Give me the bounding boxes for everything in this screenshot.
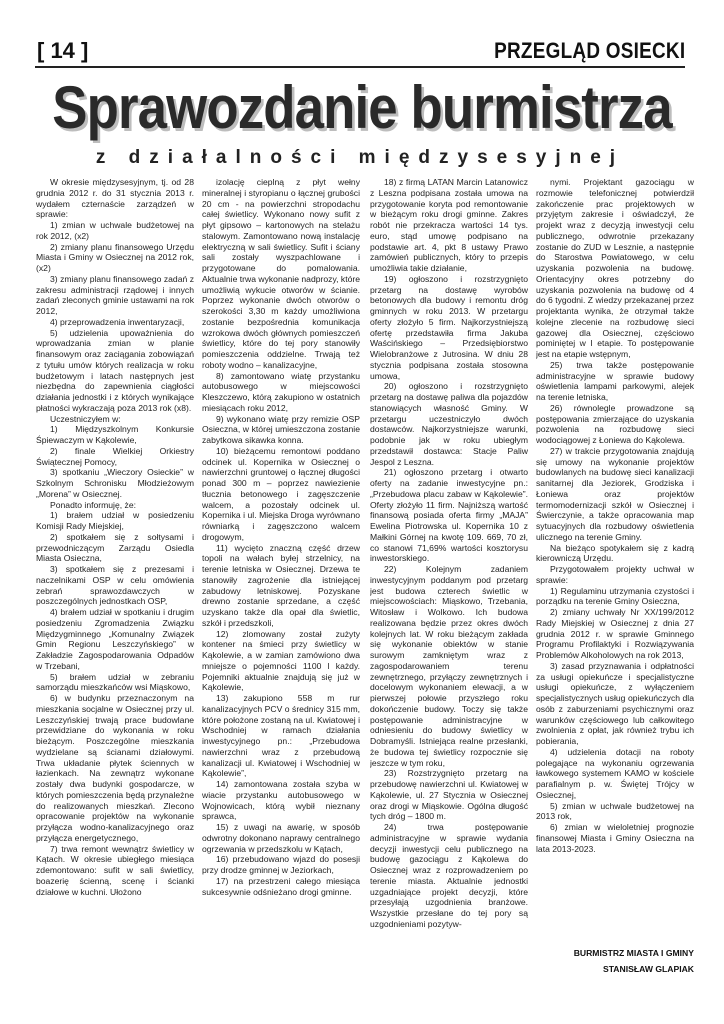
paragraph: 18) z firmą LATAN Marcin Latanowicz z Leszna podpisana została umowa na przygotowanie koryta pod remontowanie w bieżącym roku drogi gminne. Zakres robót nie przekracza wartości 14 tys. euro, stąd umowę podpisano na podstawie art. 4, pkt 8 ustawy Prawo zamówień publicznych, który to przepis umożliwia takie działanie, [370, 177, 528, 273]
paragraph: Na bieżąco spotykałem się z kadrą kierowniczą Urzędu. [536, 542, 694, 564]
paragraph: 1) Regulaminu utrzymania czystości i porządku na terenie Gminy Osieczna, [536, 585, 694, 607]
paragraph: 16) przebudowano wjazd do posesji przy drodze gminnej w Jeziorkach, [202, 854, 360, 875]
paragraph: 5) udzielenia upoważnienia do wprowadzania zmian w planie finansowym oraz zaciągania zobowiązań z tytułu umów których realizacja w roku budżetowym i latach następnych jest niezbędna do zapewnienia ciągłości działania jednostki i z których wynikające płatności wykraczają poza 2013 rok (x8). [36, 327, 194, 413]
paragraph: izolację cieplną z płyt wełny mineralnej i styropianu o łącznej grubości 20 cm - na powierzchni stropodachu całej świetlicy. Wykonano nowy sufit z płyt gipsowo – kartonowych na stelażu stalowym. Zamontowano nową instalację elektryczną w sali świetlicy. Sufit i ściany sali zostały wyszpachlowane i przygotowane do pomalowania. Aktualnie trwa wykonanie nadprozy, które umożliwią wykucie otworów w ścianie. Poprzez wykonanie dwóch otworów o szerokości 3,30 m każdy umożliwiona zostanie bezpośrednia komunikacja wzrokowa dwóch głównych pomieszczeń świetlicy, które do tej pory stanowiły pomieszczenia oddzielne. Trwają też roboty wodno – kanalizacyjne, [202, 177, 360, 370]
paragraph: 19) ogłoszono i rozstrzygnięto przetarg na dostawę wyrobów betonowych dla budowy i remontu dróg gminnych w roku 2013. W przetargu oferty złożyło 5 firm. Najkorzystniejszą ofertę przedstawiła firma Jakuba Waścińskiego – Przedsiębiorstwo Wielobranżowe z Jutrosina. W dniu 28 stycznia podpisana została stosowna umowa, [370, 273, 528, 381]
signature-title: BURMISTRZ MIASTA I GMINY [573, 948, 694, 958]
paragraph: 17) na przestrzeni całego miesiąca sukcesywnie odśnieżano drogi gminne. [202, 875, 360, 897]
page-number: [ 14 ] [37, 38, 89, 63]
paragraph: 5) brałem udział w zebraniu samorządu mieszkańców wsi Miąskowo, [36, 671, 194, 693]
paragraph: 22) Kolejnym zadaniem inwestycyjnym poddanym pod przetarg jest budowa czterech świetlic w miejscowościach: Miąskowo, Trzebania, Witosław i Wolkowo. Ich budowa realizowana będzie przez okres dwóch kolejnych lat. W roku bieżącym zakłada się wykonanie obiektów w stanie surowym zamkniętym wraz z zagospodarowaniem terenu zewnętrznego, przyłączy zewnętrznych i docelowym wykonaniem elewacji, a w pierwszej połowie przyszłego roku dokończenie budowy. Toczy się także postępowanie administracyjne w odniesieniu do budowy świetlicy w Dobramyśli. Istniejąca realne przesłanki, że budowa tej świetlicy rozpocznie się jeszcze w tym roku, [370, 564, 528, 768]
paragraph: 26) równolegle prowadzone są postępowania zmierzające do uzyskania pozwolenia na rozbudowę sieci wodociągowej z Łoniewa do Kąkolewa. [536, 402, 694, 445]
paragraph: Przygotowałem projekty uchwał w sprawie: [536, 564, 694, 585]
publication-title: PRZEGLĄD OSIECKI [493, 38, 685, 63]
paragraph: 8) zamontowano wiatę przystanku autobusowego w miejscowości Kleszczewo, którą zakupiono w ostatnich miesiącach roku 2012, [202, 370, 360, 413]
paragraph: 9) wykonano wiatę przy remizie OSP Osieczna, w której umieszczona zostanie zabytkowa sikawka konna. [202, 413, 360, 445]
text-column-3 [370, 177, 528, 977]
paragraph: W okresie międzysesyjnym, tj. od 28 grudnia 2012 r. do 31 stycznia 2013 r. wydałem czternaście zarządzeń w sprawie: [36, 177, 194, 220]
paragraph: 20) ogłoszono i rozstrzygnięto przetarg na dostawę paliwa dla pojazdów stanowiących własność Gminy. W przetargu uczestniczyło dwóch dostawców. Najkorzystniejsze warunki, podobnie jak w roku ubiegłym przedstawił dostawca: Stacje Paliw Jespol z Leszna. [370, 381, 528, 467]
paragraph: Ponadto informuję, że: [50, 499, 136, 510]
paragraph: 3) spotkałem się z prezesami i naczelnikami OSP w celu omówienia zebrań sprawozdawczych w poszczególnych jednostkach OSP, [36, 564, 194, 607]
paragraph: 2) zmiany uchwały Nr XX/199/2012 Rady Miejskiej w Osiecznej z dnia 27 grudnia 2012 r. w sprawie Gminnego Programu Profilaktyki i Rozwiązywania Problemów Alkoholowych na rok 2013, [536, 607, 694, 660]
paragraph: 4) brałem udział w spotkaniu i drugim posiedzeniu Zgromadzenia Związku Międzygminnego „Komunalny Związek Gmin Regionu Leszczyńskiego” w Zakładzie Zagospodarowania Odpadów w Trzebani, [36, 607, 194, 671]
header-rule [35, 66, 685, 68]
page-header [35, 38, 685, 64]
paragraph: 21) ogłoszono przetarg i otwarto oferty na zadanie inwestycyjne pn.: „Przebudowa placu zabaw w Kąkolewie”. Oferty złożyło 11 firm. Najniższą wartość finansową posiada oferta firmy „MAJA” Ewelina Piotrowska ul. Kopernika 10 z Małkini Górnej na kwotę 109. 669, 70 zł, co stanowi 71,69% wartości kosztorysu inwestorskiego. [370, 467, 528, 564]
paragraph: 6) zmian w wieloletniej prognozie finansowej Miasta i Gminy Osieczna na lata 2013-2023. [536, 822, 694, 854]
paragraph: 11) wycięto znaczną część drzew topoli na wałach byłej strzelnicy, na terenie letniska w Osiecznej. Drzewa te stanowiły zagrożenie dla istniejącej zabudowy letniskowej. Pozyskane drewno zostanie sprzedane, a część uzyskano także dla opał dla świetlic, szkół i przedszkoli, [202, 542, 360, 628]
paragraph: 4) przeprowadzenia inwentaryzacji, [50, 316, 185, 327]
signature-name: STANISŁAW GLAPIAK [602, 964, 694, 974]
paragraph: 10) bieżącemu remontowi poddano odcinek ul. Kopernika w Osiecznej o nawierzchni gruntowej o łącznej długości ponad 300 m – poprzez nawiezienie tłucznia betonowego i zagęszczenie walcem, a pozostały odcinek ul. Kopernika i ul. Miejska Droga wyrównano równiarką i zagęszczono walcem drogowym, [202, 445, 360, 542]
article-subtitle: z działalności międzysesyjnej [95, 147, 625, 168]
paragraph: 1) zmian w uchwale budżetowej na rok 2012, (x2) [36, 220, 194, 241]
paragraph: 27) w trakcie przygotowania znajdują się umowy na wykonanie projektów budowlanych na budowę sieci kanalizacji sanitarnej dla Jeziorek, Grodziska i Łoniewa oraz projektów termomodernizacji szkół w Osiecznej i Świerczynie, a także opracowania map sytuacyjnych dla rozbudowy oświetlenia ulicznego na terenie Gminy. [536, 445, 694, 542]
signature-block [536, 945, 694, 977]
paragraph: Uczestniczyłem w: [50, 413, 121, 424]
paragraph: 5) zmian w uchwale budżetowej na 2013 rok, [536, 800, 694, 822]
paragraph: 12) zlomowany został zużyty kontener na śmieci przy świetlicy w Kąkolewie, a w zamian zamówiono dwa mniejsze o pojemności 1100 l każdy. Pojemniki aktualnie znajdują się już w Kąkolewie, [202, 628, 360, 693]
paragraph: 1) Międzyszkolnym Konkursie Śpiewaczym w Kąkolewie, [36, 424, 194, 445]
paragraph: nymi. Projektant gazociągu w rozmowie telefonicznej potwierdził zakończenie prac projektowych w przyjętym zakresie i oświadczył, że projekt wraz z decyzją inwestycji celu publicznego, odwrotnie przekazany zostanie do ZUD w Lesznie, a następnie do Starostwa Powiatowego, w celu uzyskania pozwolenia na budowę. Orientacyjny okres potrzebny do uzyskania pozwolenia na budowę od 4 do 6 tygodni. Z wiedzy przekazanej przez projektanta wynika, że otrzymał także kolejne zlecenie na rozbudowę sieci gazowej dla Osiecznej, częściowo pominiętej w I etapie. To postępowanie jest na etapie wstępnym, [536, 177, 694, 359]
paragraph: 2) zmiany planu finansowego Urzędu Miasta i Gminy w Osiecznej na 2012 rok, (x2) [36, 241, 194, 273]
paragraph: 3) zmiany planu finansowego zadań z zakresu administracji rządowej i innych zadań zleconych gminie ustawami na rok 2012, [36, 273, 194, 316]
paragraph: 4) udzielenia dotacji na roboty polegające na wykonaniu ogrzewania ławkowego systemem KAMO w kościele parafialnym p. w. Świętej Trójcy w Osiecznej, [536, 746, 694, 800]
article-title: Sprawozdanie burmistrza [52, 74, 672, 141]
text-column-1 [36, 177, 194, 977]
paragraph: 23) Rozstrzygnięto przetarg na przebudowę nawierzchni ul. Kwiatowej w Kąkolewie, ul. 27 Stycznia w Osiecznej oraz drogi w Miąskowie. Ogólna długość tych dróg – 1800 m. [370, 768, 528, 822]
paragraph: 3) spotkaniu „Wieczory Osieckie” w Szkolnym Schronisku Młodzieżowym „Morena” w Osiecznej. [36, 467, 194, 499]
text-column-2 [202, 177, 360, 977]
text-column-4 [536, 177, 694, 977]
paragraph: 15) z uwagi na awarię, w sposób odwrotny dokonano naprawy centralnego ogrzewania w przedszkolu w Kątach, [202, 822, 360, 854]
paragraph: 2) spotkałem się z sołtysami i przewodniczącym Zarządu Osiedla Miasta Osieczna, [36, 531, 194, 564]
paragraph: 24) trwa postępowanie administracyjne w sprawie wydania decyzji inwestycji celu publicznego na budowę gazociągu z Kąkolewa do Osiecznej wraz z rozprowadzeniem po terenie miasta. Aktualnie jednostki uzgadniające projekt decyzji, które przesyłają uzgodnienia branżowe. Wszystkie przesłane do tej pory są uzgodnieniami pozytyw- [370, 822, 528, 929]
paragraph: 3) zasad przyznawania i odpłatności za usługi opiekuńcze i specjalistyczne usługi opiekuńcze, z wyłączeniem specjalistycznych usług opiekuńczych dla osób z zaburzeniami psychicznymi oraz warunków częściowego lub całkowitego zwolnienia z opłat, jak również trybu ich pobierania, [536, 660, 694, 746]
paragraph: 14) zamontowana została szyba w wiacie przystanku autobusowego w Wojnowicach, którą wybił nieznany sprawca, [202, 779, 360, 822]
paragraph: 13) zakupiono 558 m rur kanalizacyjnych PCV o średnicy 315 mm, które położone zostaną na ul. Kwiatowej i Wschodniej w ramach działania inwestycyjnego pn.: „Przebudowa nawierzchni wraz z przebudową kanalizacji ul. Kwiatowej i Wschodniej w Kąkolewie”, [202, 693, 360, 779]
paragraph: 7) trwa remont wewnątrz świetlicy w Kątach. W okresie ubiegłego miesiąca zdemontowano: sufit w sali świetlicy, boazerię ścienną, scenę i ścianki działowe w kuchni. Ułożono [36, 843, 194, 897]
paragraph: 1) brałem udział w posiedzeniu Komisji Rady Miejskiej, [36, 510, 194, 531]
paragraph: 6) w budynku przeznaczonym na mieszkania socjalne w Osiecznej przy ul. Leszczyńskiej trwają prace budowlane przewidziane do wykonania w roku bieżącym. Poszczególne mieszkania wydzielane są ścianami działowymi. Trwa układanie płytek ściennych w łazienkach. Na zewnątrz wykonane zostały dwa budynki gospodarcze, w których pomieszczenia będą przynależne do realizowanych mieszkań. Zlecono opracowanie projektów na wykonanie przyłącza wodno-kanalizacyjnego oraz przyłącza energetycznego, [36, 693, 194, 843]
paragraph: 25) trwa także postępowanie administracyjne w sprawie budowy oświetlenia lampami parkowymi, alejek na terenie letniska, [536, 359, 694, 402]
paragraph: 2) finale Wielkiej Orkiestry Świątecznej Pomocy, [36, 445, 194, 467]
